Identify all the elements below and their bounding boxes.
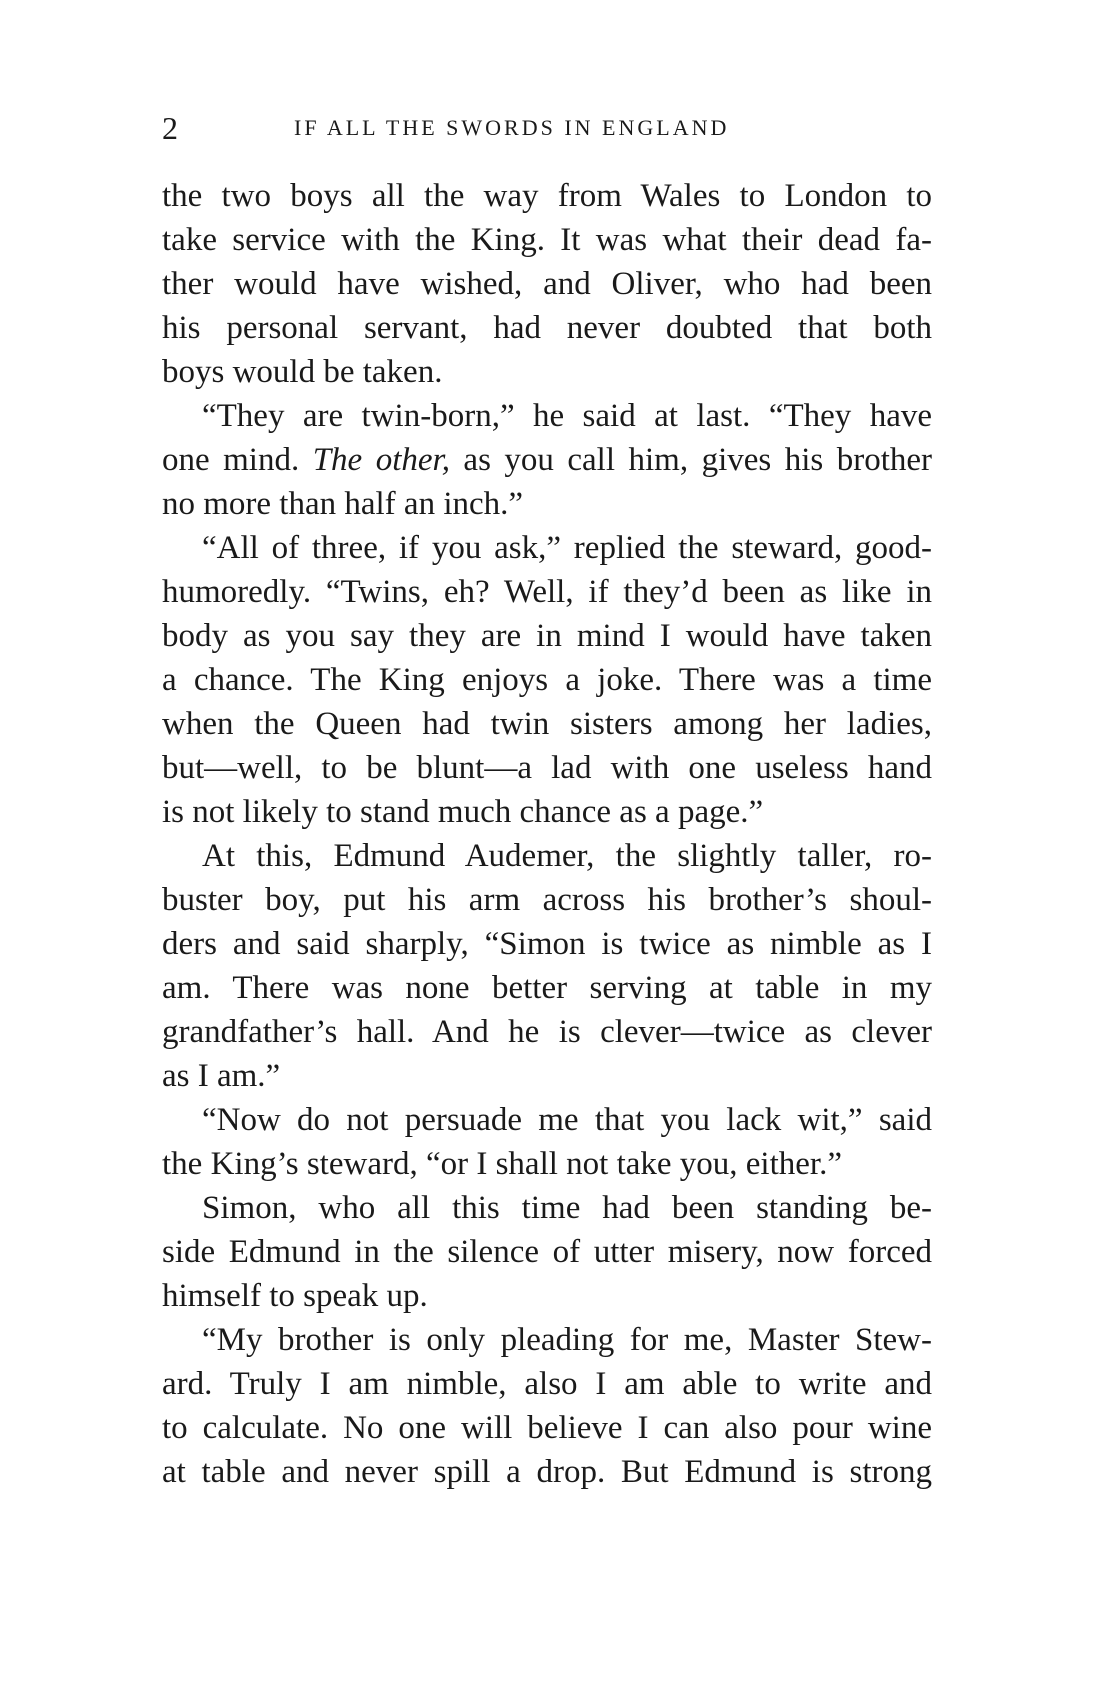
text-line: side Edmund in the silence of utter misery, now forced xyxy=(162,1234,932,1270)
text-line: the King’s steward, “or I shall not take you, either.” xyxy=(162,1146,842,1182)
text-line: at table and never spill a drop. But Edmund is strong xyxy=(162,1454,932,1490)
text-line: am. There was none better serving at table in my xyxy=(162,970,932,1006)
text-line: At this, Edmund Audemer, the slightly taller, ro- xyxy=(202,838,932,874)
running-head xyxy=(162,108,932,148)
text-line: himself to speak up. xyxy=(162,1278,428,1314)
text-line: “Now do not persuade me that you lack wit,” said xyxy=(202,1102,932,1138)
text-line: body as you say they are in mind I would have taken xyxy=(162,618,932,654)
text-line: boys would be taken. xyxy=(162,354,443,390)
text-line: “My brother is only pleading for me, Master Stew- xyxy=(202,1322,932,1358)
text-line xyxy=(162,438,932,482)
text-line: ther would have wished, and Oliver, who had been xyxy=(162,266,932,302)
text-line: to calculate. No one will believe I can also pour wine xyxy=(162,1410,932,1446)
text-line: “All of three, if you ask,” replied the steward, good- xyxy=(202,530,932,566)
text-line: “They are twin-born,” he said at last. “They have xyxy=(202,398,932,434)
text-line: ard. Truly I am nimble, also I am able to write and xyxy=(162,1366,932,1402)
text-line: but—well, to be blunt—a lad with one useless hand xyxy=(162,750,932,786)
text-line: is not likely to stand much chance as a page.” xyxy=(162,794,764,830)
body-text xyxy=(162,174,932,1494)
text-line: take service with the King. It was what their dead fa- xyxy=(162,222,932,258)
text-run: as you call him, gives his brother xyxy=(449,442,932,478)
text-line: the two boys all the way from Wales to London to xyxy=(162,178,932,214)
page-number: 2 xyxy=(162,110,178,146)
text-line: his personal servant, had never doubted that both xyxy=(162,310,932,346)
italic-text: The other, xyxy=(312,442,450,478)
book-title: IF ALL THE SWORDS IN ENGLAND xyxy=(294,115,730,140)
text-line: when the Queen had twin sisters among her ladies, xyxy=(162,706,932,742)
text-line: humoredly. “Twins, eh? Well, if they’d been as like in xyxy=(162,574,932,610)
text-line: buster boy, put his arm across his brother’s shoul- xyxy=(162,882,932,918)
text-line: no more than half an inch.” xyxy=(162,486,524,522)
text-line: a chance. The King enjoys a joke. There was a time xyxy=(162,662,932,698)
text-run: one mind. xyxy=(162,442,313,478)
text-line: grandfather’s hall. And he is clever—twice as clever xyxy=(162,1014,932,1050)
text-line: as I am.” xyxy=(162,1058,281,1094)
text-line: Simon, who all this time had been standing be- xyxy=(202,1190,932,1226)
text-line: ders and said sharply, “Simon is twice as nimble as I xyxy=(162,926,932,962)
